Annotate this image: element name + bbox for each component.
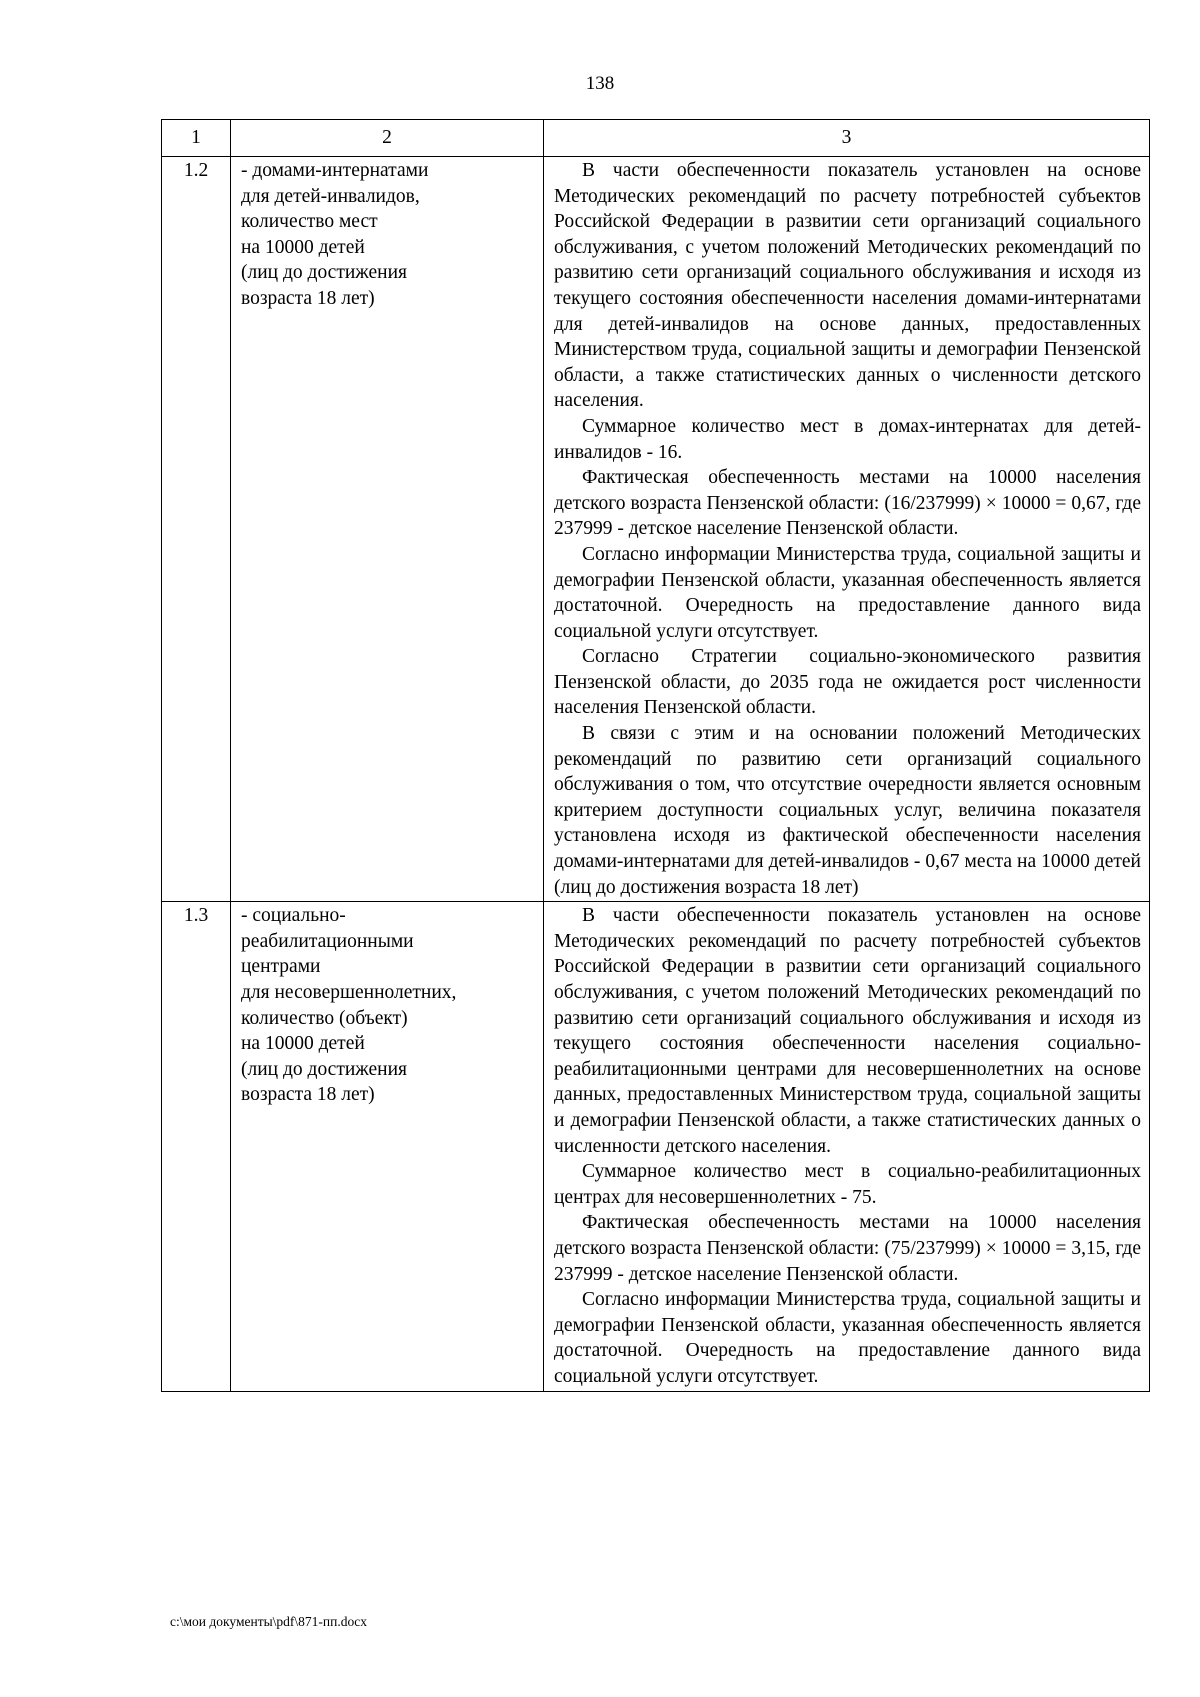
row-number: 1.2	[162, 157, 231, 902]
indicator-name	[231, 157, 544, 902]
footer-file-path: c:\мои документы\pdf\871-пп.docx	[170, 1614, 367, 1629]
indicator-name-line: (лиц до достижения	[241, 262, 407, 284]
indicator-table	[161, 119, 1150, 1392]
indicator-name-line: возраста 18 лет)	[241, 287, 375, 309]
row-number: 1.3	[162, 902, 231, 1391]
justification-paragraph: В части обеспеченности показатель установлен на основе Методических рекомендаций по расчету потребностей субъектов Российской Федерации в развитии сети организаций социального обслуживания, с учетом положений Методических рекомендаций по развитию сети организаций социального обслуживания и исходя из текущего состояния обеспеченности населения домами-интернатами для детей-инвалидов на основе данных, предоставленных Министерством труда, социальной защиты и демографии Пензенской области, а также статистических данных о численности детского населения.	[554, 160, 1141, 412]
justification-text	[544, 157, 1150, 902]
justification-text	[544, 902, 1150, 1391]
justification-paragraph: Суммарное количество мест в социально-реабилитационных центрах для несовершеннолетних - 75.	[554, 1161, 1141, 1208]
indicator-name-line: - домами-интернатами	[241, 160, 429, 181]
table-header-row	[162, 120, 1150, 157]
indicator-name-line: количество (объект)	[241, 1007, 408, 1029]
indicator-name-line: центрами	[241, 956, 321, 978]
justification-paragraph: Согласно Стратегии социально-экономического развития Пензенской области, до 2035 года не ожидается рост численности населения Пензенской области.	[554, 646, 1141, 719]
indicator-name-line: - социально-	[241, 905, 346, 927]
header-cell-2: 2	[231, 120, 544, 157]
justification-paragraph: В части обеспеченности показатель установлен на основе Методических рекомендаций по расчету потребностей субъектов Российской Федерации в развитии сети организаций социального обслуживания, с учетом положений Методических рекомендаций по развитию сети организаций социального обслуживания и исходя из текущего состояния обеспеченности населения социально-реабилитационными центрами для несовершеннолетних на основе данных, предоставленных Министерством труда, социальной защиты и демографии Пензенской области, а также статистических данных о численности детского населения.	[554, 905, 1141, 1157]
justification-paragraph: Согласно информации Министерства труда, социальной защиты и демографии Пензенской области, указанная обеспеченность является достаточной. Очередность на предоставление данного вида социальной услуги отсутствует.	[554, 543, 1141, 642]
justification-paragraph: Фактическая обеспеченность местами на 10000 населения детского возраста Пензенской области: (16/237999) × 10000 = 0,67, где 237999 - детское население Пензенской области.	[554, 467, 1141, 540]
indicator-name	[231, 902, 544, 1391]
justification-paragraph: В связи с этим и на основании положений Методических рекомендаций по развитию сети организаций социального обслуживания о том, что отсутствие очередности является основным критерием доступности социальных услуг, величина показателя установлена исходя из фактической обеспеченности населения домами-интернатами для детей-инвалидов - 0,67 места на 10000 детей (лиц до достижения возраста 18 лет)	[554, 723, 1141, 898]
header-cell-3: 3	[544, 120, 1150, 157]
indicator-name-line: возраста 18 лет)	[241, 1084, 375, 1106]
justification-paragraph: Суммарное количество мест в домах-интернатах для детей-инвалидов - 16.	[554, 415, 1141, 463]
table-row	[162, 902, 1150, 1391]
indicator-name-line: на 10000 детей	[241, 1033, 365, 1055]
header-cell-1: 1	[162, 120, 231, 157]
justification-paragraph: Фактическая обеспеченность местами на 10000 населения детского возраста Пензенской области: (75/237999) × 10000 = 3,15, где 237999 - детское население Пензенской области.	[554, 1212, 1141, 1285]
table-row	[162, 157, 1150, 902]
justification-paragraph: Согласно информации Министерства труда, социальной защиты и демографии Пензенской области, указанная обеспеченность является достаточной. Очередность на предоставление данного вида социальной услуги отсутствует.	[554, 1289, 1141, 1387]
indicator-name-line: на 10000 детей	[241, 236, 365, 258]
indicator-name-line: для детей-инвалидов,	[241, 185, 420, 207]
page-number: 138	[585, 73, 615, 94]
indicator-name-line: для несовершеннолетних,	[241, 982, 457, 1003]
indicator-name-line: реабилитационными	[241, 930, 414, 952]
indicator-name-line: количество мест	[241, 211, 378, 233]
indicator-name-line: (лиц до достижения	[241, 1058, 407, 1080]
